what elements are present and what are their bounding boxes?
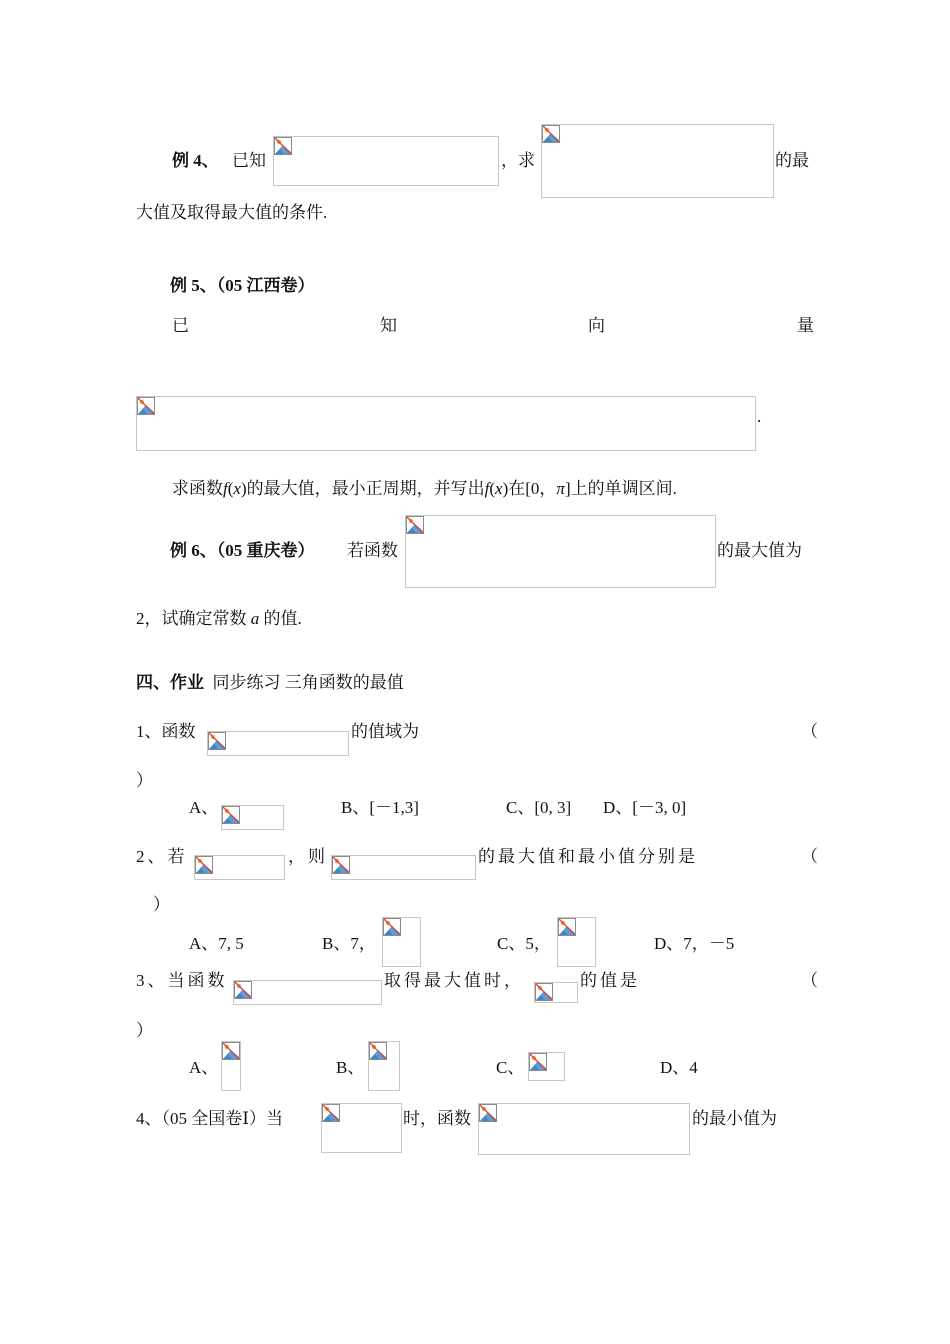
broken-image-icon [322,1104,340,1122]
option-d: D、[－3, 0] [603,798,687,817]
example-5-question: 求函数f(x)的最大值，最小正周期，并写出f(x)在[0，π]上的单调区间. [172,479,677,498]
example-6-text-3: 2，试确定常数 a 的值. [136,609,302,628]
formula-image [557,917,596,967]
broken-image-icon [222,1042,240,1060]
question-2-text: 的最大值和最小值分别是 [478,847,698,866]
option-b: B、7， [322,934,376,953]
answer-paren-open: （ [801,722,818,741]
example-4-text-3: 的最 [775,151,809,170]
broken-image-icon [383,918,401,936]
question-4-text: 时，函数 [403,1109,471,1128]
formula-image [478,1103,690,1155]
broken-image-icon [529,1053,547,1071]
answer-paren-open: （ [801,971,818,990]
question-1-number: 1、函数 [136,722,196,741]
broken-image-icon [479,1104,497,1122]
formula-image [233,980,382,1005]
broken-image-icon [222,806,240,824]
example-5-word: 已 [172,316,189,335]
question-2-number: 2、若 [136,847,188,866]
broken-image-icon [332,856,350,874]
formula-image [321,1103,402,1153]
answer-paren-close: ） [136,1021,153,1040]
option-b: B、[－1,3] [341,798,419,817]
example-4-text-1: 已知 [232,151,266,170]
broken-image-icon [137,397,155,415]
formula-image [405,515,716,588]
example-6-text-1: 若函数 [347,541,398,560]
answer-paren-open: （ [801,847,818,866]
formula-image [273,136,499,186]
question-4-text: 的最小值为 [692,1109,777,1128]
example-6-label: 例 6、（05 重庆卷） [170,541,315,560]
option-a: A、 [189,798,219,817]
example-6-text-2: 的最大值为 [717,541,802,560]
broken-image-icon [369,1042,387,1060]
formula-image [331,855,476,880]
example-5-period: . [757,407,762,426]
question-3-text: 取得最大值时， [384,971,524,990]
formula-image [528,1052,565,1081]
example-4-text-2: ，求 [501,151,535,170]
example-5-word: 知 [380,316,397,335]
broken-image-icon [234,981,252,999]
broken-image-icon [406,516,424,534]
answer-paren-close: ） [136,771,153,790]
formula-image [368,1041,400,1091]
question-4-number: 4、（05 全国卷Ⅰ）当 [136,1109,283,1128]
broken-image-icon [542,125,560,143]
broken-image-icon [558,918,576,936]
option-b: B、 [336,1058,365,1077]
option-a: A、 [189,1058,219,1077]
option-c: C、 [496,1058,525,1077]
broken-image-icon [535,983,553,1001]
formula-image [534,982,578,1003]
option-c: C、[0, 3] [506,798,572,817]
broken-image-icon [208,732,226,750]
answer-paren-close: ） [153,895,170,914]
formula-image [221,805,284,830]
formula-image [194,855,285,880]
question-1-text: 的值域为 [351,722,419,741]
example-5-word: 向 [588,316,605,335]
example-5-label: 例 5、（05 江西卷） [170,276,315,295]
example-5-word: 量 [797,316,814,335]
broken-image-icon [274,137,292,155]
option-d: D、7，－5 [654,934,735,953]
example-4-text-4: 大值及取得最大值的条件. [136,203,328,222]
formula-image [541,124,774,198]
formula-image [382,917,421,967]
example-4-label: 例 4、 [172,151,219,170]
option-d: D、4 [660,1058,698,1077]
homework-heading: 四、作业 同步练习 三角函数的最值 [136,673,404,692]
formula-image [136,396,756,451]
broken-image-icon [195,856,213,874]
option-a: A、7, 5 [189,934,244,953]
formula-image [221,1041,241,1091]
question-3-text: 的值是 [580,971,640,990]
option-c: C、5， [497,934,551,953]
question-3-number: 3、当函数 [136,971,228,990]
formula-image [207,731,349,756]
question-2-then: ，则 [288,847,328,866]
